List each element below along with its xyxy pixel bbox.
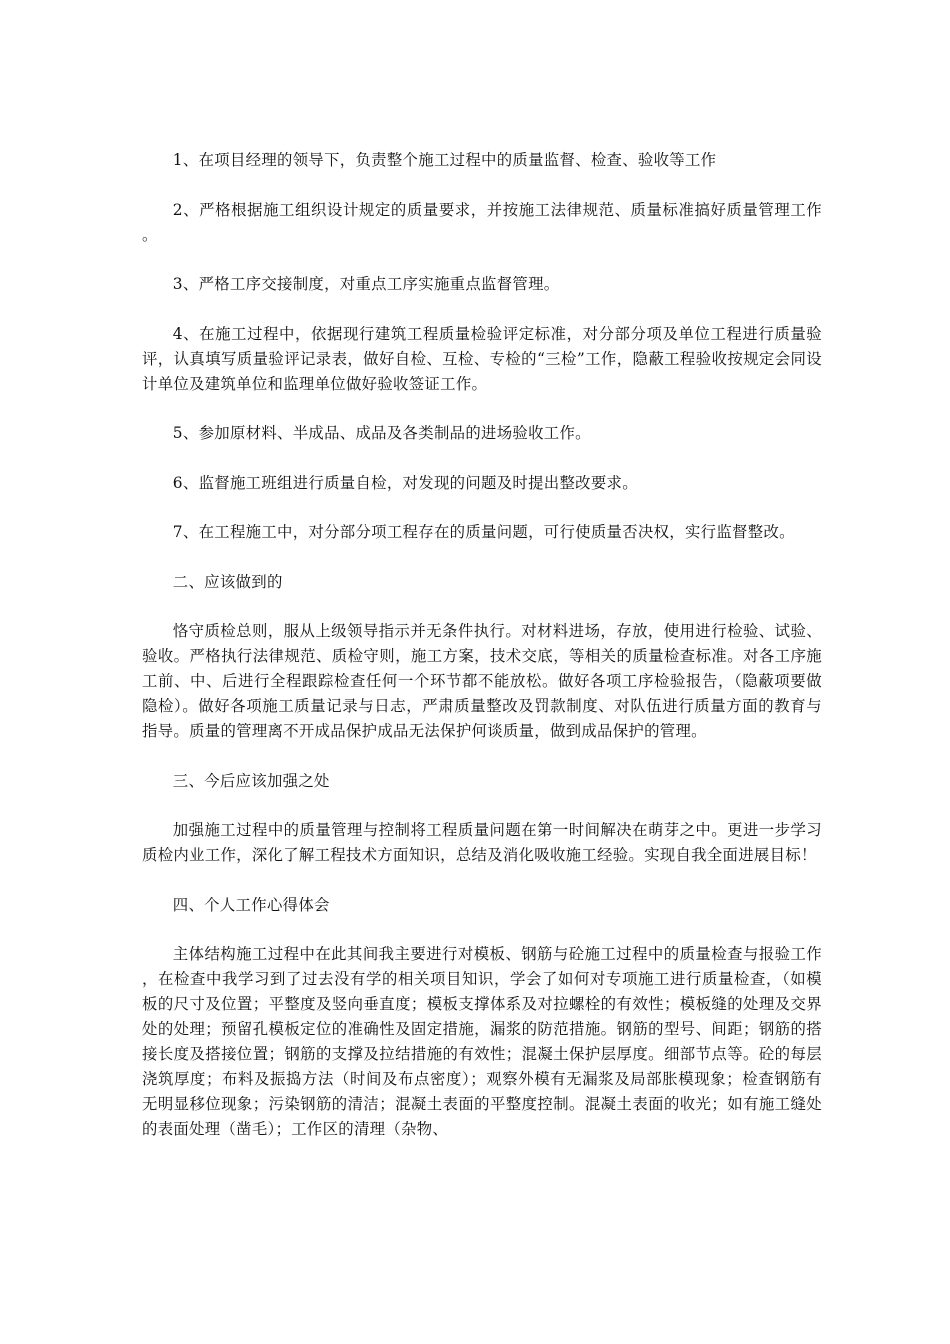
paragraph-duty-5: 5、参加原材料、半成品、成品及各类制品的进场验收工作。 xyxy=(172,424,591,442)
section-heading-should-do: 二、应该做到的 xyxy=(172,572,283,591)
paragraph-duty-4: 4、在施工过程中，依据现行建筑工程质量检验评定标准，对分部分项及单位工程进行质量验评，认真填写质量验评记录表，做好自检、互检、专检的“三检”工作，隐蔽工程验收按规定会同设计单位及建筑单位和监理单位做好验收签证工作。 xyxy=(142,324,822,393)
paragraph-duty-3: 3、严格工序交接制度，对重点工序实施重点监督管理。 xyxy=(172,275,560,293)
paragraph-duty-7: 7、在工程施工中，对分部分项工程存在的质量问题，可行使质量否决权，实行监督整改。 xyxy=(172,523,795,541)
section-heading-improvement: 三、今后应该加强之处 xyxy=(172,771,330,790)
paragraph-duty-6: 6、监督施工班组进行质量自检，对发现的问题及时提出整改要求。 xyxy=(172,473,638,492)
paragraph-experience: 主体结构施工过程中在此其间我主要进行对模板、钢筋与砼施工过程中的质量检查与报验工作，在检查中我学习到了过去没有学的相关项目知识，学会了如何对专项施工进行质量检查，（如模板的尺寸及位置；平整度及竖向垂直度；模板支撑体系及对拉螺栓的有效性；模板缝的处理及交界处的处理；预留孔模板定位的准确性及固定措施，漏浆的防范措施。钢筋的型号、间距；钢筋的搭接长度及搭接位置；钢筋的支撑及拉结措施的有效性；混凝土保护层厚度。细部节点等。砼的每层浇筑厚度；布料及振捣方法（时间及布点密度）；观察外模有无漏浆及局部胀模现象；检查钢筋有无明显移位现象；污染钢筋的清洁；混凝土表面的平整度控制。混凝土表面的收光；如有施工缝处的表面处理（凿毛）；工作区的清理（杂物、 xyxy=(142,945,822,1138)
paragraph-duty-1: 1、在项目经理的领导下，负责整个施工过程中的质量监督、检查、验收等工作 xyxy=(172,151,717,169)
paragraph-should-do: 恪守质检总则，服从上级领导指示并无条件执行。对材料进场，存放，使用进行检验、试验、验收。严格执行法律规范、质检守则，施工方案，技术交底，等相关的质量检查标准。对各工序施工前、中、后进行全程跟踪检查任何一个环节都不能放松。做好各项工序检验报告，（隐蔽项要做隐检）。做好各项施工质量记录与日志，严肃质量整改及罚款制度、对队伍进行质量方面的教育与指导。质量的管理离不开成品保护成品无法保护何谈质量，做到成品保护的管理。 xyxy=(142,622,822,740)
paragraph-duty-2: 2、严格根据施工组织设计规定的质量要求，并按施工法律规范、质量标准搞好质量管理工作。 xyxy=(142,200,822,244)
section-heading-experience: 四、个人工作心得体会 xyxy=(172,895,330,914)
document-page xyxy=(142,148,822,1167)
paragraph-improvement: 加强施工过程中的质量管理与控制将工程质量问题在第一时间解决在萌芽之中。更进一步学习质检内业工作，深化了解工程技术方面知识，总结及消化吸收施工经验。实现自我全面进展目标！ xyxy=(142,821,822,864)
